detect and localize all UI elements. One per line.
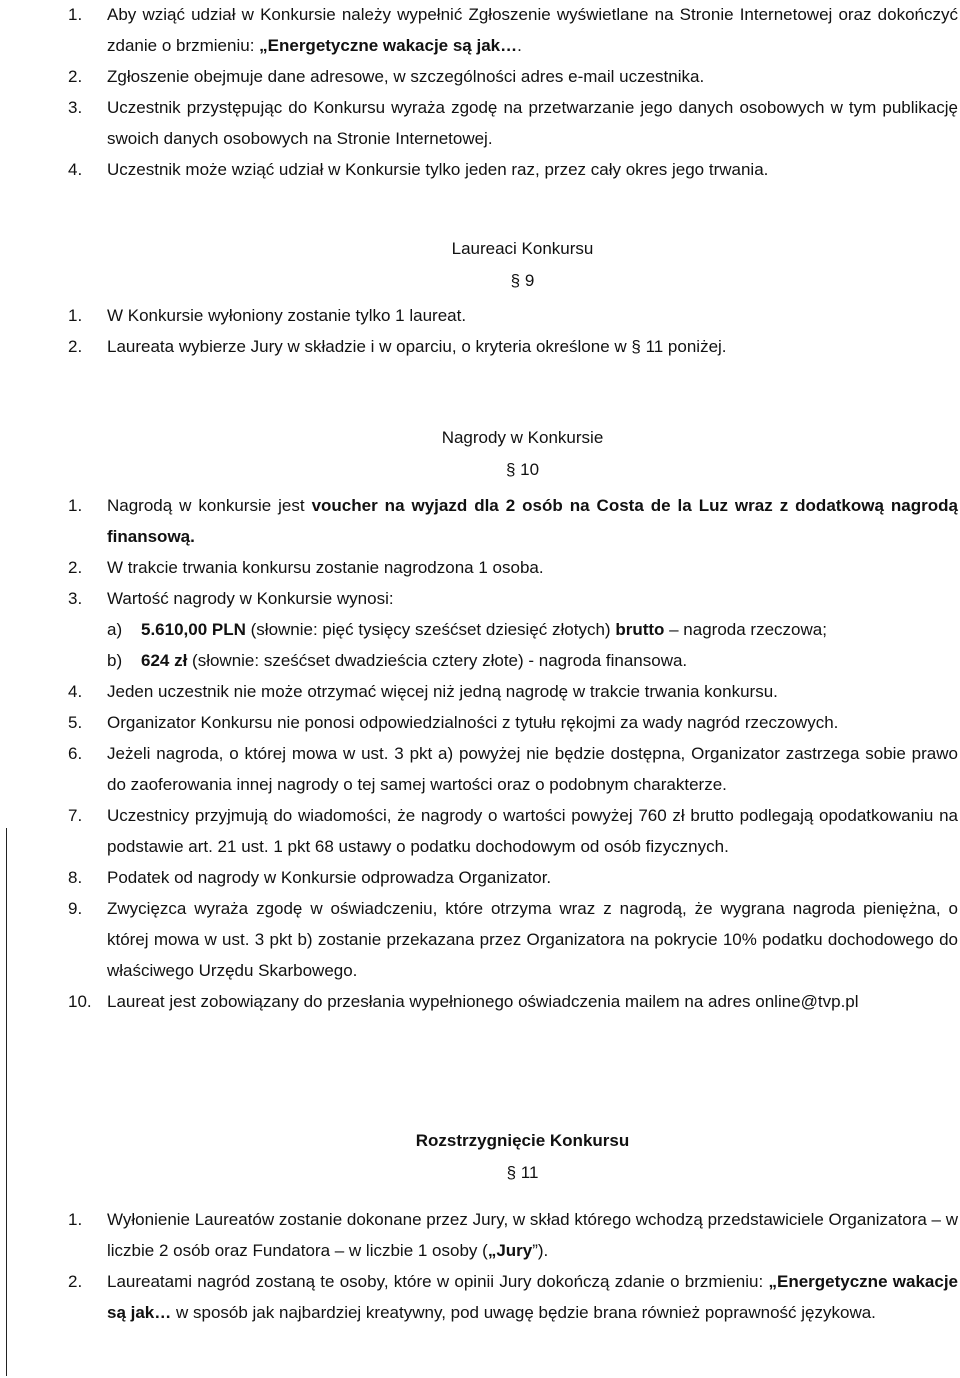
list-item: 4. Uczestnik może wziąć udział w Konkursie tylko jeden raz, przez cały okres jego trwania. xyxy=(68,160,769,179)
list-item: 3. Uczestnik przystępując do Konkursu wyraża zgodę na przetwarzanie jego danych osobowych w tym publikację swoich danych osobowych na Stronie Internetowej. xyxy=(68,98,958,148)
list-item: 2. Laureatami nagród zostaną te osoby, które w opinii Jury dokończą zdanie o brzmieniu: „Energetyczne wakacje są jak… w sposób jak najbardziej kreatywny, pod uwagę będzie brana również poprawność językowa. xyxy=(68,1272,959,1322)
list-item: 2. Laureata wybierze Jury w składzie i w oparciu, o kryteria określone w § 11 poniżej. xyxy=(68,337,727,356)
paragraph-number: § 9 xyxy=(510,271,535,290)
section-nagrody xyxy=(0,423,960,1017)
section-rozstrzygniecie xyxy=(0,1126,960,1328)
list-item: 10. Laureat jest zobowiązany do przesłania wypełnionego oświadczenia mailem na adres online@tvp.pl xyxy=(68,992,859,1011)
section-heading: Rozstrzygnięcie Konkursu xyxy=(415,1131,630,1150)
list-item: 3. Wartość nagrody w Konkursie wynosi: xyxy=(68,589,394,608)
list-item: 1. Wyłonienie Laureatów zostanie dokonane przez Jury, w skład którego wchodzą przedstawiciele Organizatora – w liczbie 2 osób oraz Fundatora – w liczbie 1 osoby („Jury”). xyxy=(68,1210,958,1260)
list-item: 2. Zgłoszenie obejmuje dane adresowe, w szczególności adres e-mail uczestnika. xyxy=(68,67,705,86)
section-entry-rules xyxy=(0,0,960,185)
section-laureaci xyxy=(0,234,960,362)
list-item: 1. Nagrodą w konkursie jest voucher na wyjazd dla 2 osób na Costa de la Luz wraz z dodatkową nagrodą finansową. xyxy=(68,496,958,546)
list-item: 2. W trakcie trwania konkursu zostanie nagrodzona 1 osoba. xyxy=(68,558,544,577)
sub-item: a) 5.610,00 PLN (słownie: pięć tysięcy sześćset dziesięć złotych) brutto – nagroda rzeczowa; xyxy=(107,620,827,639)
paragraph-number: § 11 xyxy=(506,1163,539,1182)
section-heading: Nagrody w Konkursie xyxy=(441,428,604,447)
list-item: 7. Uczestnicy przyjmują do wiadomości, że nagrody o wartości powyżej 760 zł brutto podlegają opodatkowaniu na podstawie art. 21 ust. 1 pkt 68 ustawy o podatku dochodowym od osób fizycznych. xyxy=(68,806,958,856)
sub-item: b) 624 zł (słownie: sześćset dwadzieścia cztery złote) - nagroda finansowa. xyxy=(107,651,688,670)
list-item: 1. W Konkursie wyłoniony zostanie tylko 1 laureat. xyxy=(68,306,467,325)
list-item: 9. Zwycięzca wyraża zgodę w oświadczeniu, które otrzyma wraz z nagrodą, że wygrana nagroda pieniężna, o której mowa w ust. 3 pkt b) zostanie przekazana przez Organizatora na pokrycie 10% podatku dochodowego do właściwego Urzędu Skarbowego. xyxy=(68,899,958,980)
section-heading: Laureaci Konkursu xyxy=(451,239,594,258)
paragraph-number: § 10 xyxy=(505,460,540,479)
list-item: 1. Aby wziąć udział w Konkursie należy wypełnić Zgłoszenie wyświetlane na Stronie Internetowej oraz dokończyć zdanie o brzmieniu: „Energetyczne wakacje są jak…. xyxy=(68,5,958,55)
list-item: 6. Jeżeli nagroda, o której mowa w ust. 3 pkt a) powyżej nie będzie dostępna, Organizator zastrzega sobie prawo do zaoferowania innej nagrody o tej samej wartości oraz o podobnym charakterze. xyxy=(68,744,958,794)
list-item: 5. Organizator Konkursu nie ponosi odpowiedzialności z tytułu rękojmi za wady nagród rzeczowych. xyxy=(68,713,839,732)
list-item: 8. Podatek od nagrody w Konkursie odprowadza Organizator. xyxy=(68,868,552,887)
list-item: 4. Jeden uczestnik nie może otrzymać więcej niż jedną nagrodę w trakcie trwania konkursu. xyxy=(68,682,778,701)
